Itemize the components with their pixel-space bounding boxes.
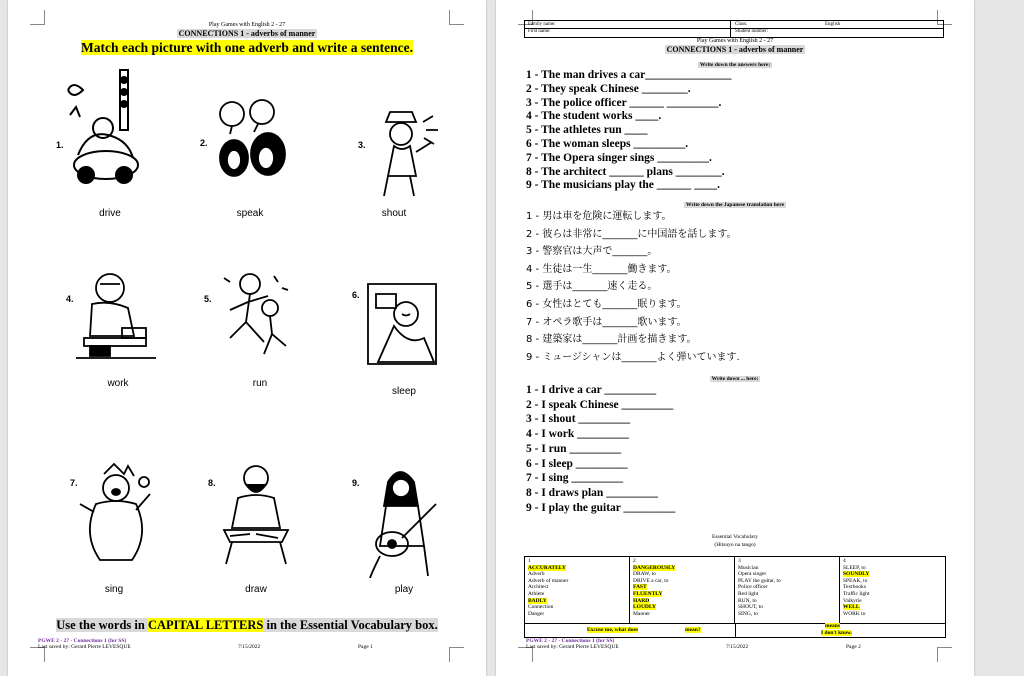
vocab-subtitle: (Hitsuyo na tango): [714, 542, 756, 548]
i-sentence-line: 8 - I draws plan _________: [526, 486, 658, 499]
picture-number: 4.: [66, 294, 74, 304]
vocab-word: WORK to: [843, 610, 866, 617]
vocab-word: SOUNDLY: [843, 571, 870, 578]
first-name-label: First name:: [528, 29, 551, 34]
vocab-column: [630, 557, 735, 623]
japanese-line: 6 - 女性はとても_______眠ります。: [526, 298, 687, 310]
vocab-word: DRIVE a car, to: [633, 577, 669, 584]
picture-caption: drive: [99, 208, 121, 219]
athletes-running-illustration: [214, 268, 294, 364]
vocab-word: ACCURATELY: [528, 564, 566, 571]
vocab-word: LOUDLY: [633, 604, 657, 611]
vocab-column-number: 1: [528, 558, 531, 564]
worksheet-page-1: [8, 0, 486, 676]
header-small: Play Games with English 2 - 27: [208, 22, 286, 28]
section-heading: Write down the Japanese translation here: [685, 202, 785, 208]
picture-caption: play: [394, 584, 414, 595]
japanese-line: 7 - オペラ歌手は_______歌います。: [526, 316, 687, 328]
vocab-word: Danger: [528, 610, 545, 617]
picture-number: 8.: [208, 478, 216, 488]
vocab-word: Architect: [528, 584, 549, 591]
student-info-box: [524, 20, 944, 38]
vocab-word: WELL: [843, 604, 860, 611]
phrase-excuse-me: Excuse me, what does: [587, 627, 639, 633]
vocab-word: Red light: [738, 590, 759, 597]
vocab-word: Traffic light: [843, 590, 870, 597]
picture-number: 2.: [200, 138, 208, 148]
i-sentence-line: 7 - I sing _________: [526, 472, 624, 485]
sentence-line: 8 - The architect ______ plans ________.: [526, 165, 725, 178]
vocab-word: SHOUT, to: [738, 604, 763, 611]
phrase-mean: mean?: [685, 627, 701, 633]
picture-number: 9.: [352, 478, 360, 488]
japanese-line: 9 - ミュージシャンは_______よく弾いています.: [526, 351, 740, 363]
vocab-word: Opera singer: [738, 571, 767, 578]
opera-singer-illustration: [74, 460, 158, 564]
vocab-word: FAST: [633, 584, 647, 591]
vocab-word: Police officer: [738, 584, 768, 591]
musician-guitar-illustration: [362, 462, 442, 578]
picture-caption: sing: [104, 584, 124, 595]
subject-label: English: [825, 22, 841, 27]
vocab-word: Musician: [738, 564, 759, 571]
page-subtitle: CONNECTIONS 1 - adverbs of manner: [178, 29, 316, 38]
vocab-word: Manner: [633, 610, 651, 617]
instruction: Match each picture with one adverb and write a sentence.: [81, 40, 413, 55]
i-sentence-line: 2 - I speak Chinese _________: [526, 398, 674, 411]
vocab-word: Textbooks: [843, 584, 866, 591]
i-sentence-line: 6 - I sleep _________: [526, 457, 628, 470]
vocab-word: Athlete: [528, 590, 545, 597]
picture-number: 5.: [204, 294, 212, 304]
japanese-translations: [526, 208, 740, 366]
japanese-line: 2 - 彼らは非常に_______に中国語を話します。: [526, 228, 737, 240]
i-sentence-line: 4 - I work _________: [526, 428, 629, 441]
picture-caption: speak: [236, 208, 264, 219]
vocab-column-number: 3: [738, 558, 741, 564]
vocab-word: DRAW, to: [633, 571, 656, 578]
header-small: Play Games with English 2 - 27: [696, 38, 774, 44]
sentence-line: 1 - The man drives a car_______________: [526, 69, 732, 81]
phrase-means: means: [825, 623, 840, 629]
vocab-word: RUN, to: [738, 597, 757, 604]
sentence-line: 4 - The student works ____.: [526, 110, 662, 123]
vocab-title: Essential Vocabulary: [711, 534, 759, 540]
vocab-word: SING, to: [738, 610, 758, 617]
class-label: Class:: [735, 22, 748, 27]
i-sentences: [526, 383, 675, 515]
vocab-word: Valkyrie: [843, 597, 862, 604]
phrase-dont-know: I don't know.: [821, 630, 853, 636]
student-number-label: Student number:: [735, 29, 769, 34]
vocab-word: Adverb of manner: [528, 577, 569, 584]
vocab-word: DANGEROUSLY: [633, 564, 676, 571]
picture-caption: sleep: [392, 386, 416, 397]
student-working-illustration: [70, 268, 160, 364]
bottom-instruction: Use the words in CAPITAL LETTERS in the Essential Vocabulary box.: [56, 618, 438, 632]
vocab-word: BADLY: [528, 597, 547, 604]
architect-drawing-illustration: [216, 460, 296, 566]
sentence-line: 6 - The woman sleeps _________.: [526, 137, 689, 150]
vocab-column-number: 2: [633, 558, 636, 564]
vocab-word: HARD: [633, 597, 650, 604]
i-sentence-line: 5 - I run _________: [526, 442, 622, 455]
picture-caption: run: [252, 378, 268, 389]
vocab-word: Adverb: [528, 571, 545, 578]
answer-sentences: [526, 69, 732, 193]
japanese-line: 3 - 警察官は大声で_______。: [526, 246, 658, 258]
section-heading: Write down the answers here:: [699, 62, 771, 68]
i-sentence-line: 9 - I play the guitar _________: [526, 501, 676, 514]
picture-number: 6.: [352, 290, 360, 300]
vocab-word: SPEAK, to: [843, 577, 868, 584]
family-name-label: Family name:: [528, 22, 556, 27]
vocab-word: FLUENTLY: [633, 590, 663, 597]
sentence-line: 5 - The athletes run ____: [526, 124, 648, 137]
two-people-speaking-illustration: [208, 98, 298, 186]
picture-number: 3.: [358, 140, 366, 150]
sentence-line: 2 - They speak Chinese ________.: [526, 82, 691, 95]
worksheet-page-2: [496, 0, 974, 676]
vocab-word: PLAY the guitar, to: [738, 577, 781, 584]
sentence-line: 3 - The police officer ______ _________.: [526, 96, 722, 109]
picture-number: 1.: [56, 140, 64, 150]
vocab-column: [525, 557, 630, 623]
japanese-line: 5 - 選手は_______速く走る。: [526, 281, 658, 293]
vocab-column: [840, 557, 945, 623]
section-heading: Write down ... here:: [711, 376, 759, 382]
woman-sleeping-illustration: [362, 274, 442, 374]
picture-caption: draw: [245, 584, 267, 595]
vocab-phrases: [525, 623, 945, 638]
picture-number: 7.: [70, 478, 78, 488]
police-officer-shouting-illustration: [368, 102, 448, 198]
vocab-word: SLEEP, to: [843, 564, 866, 571]
picture-caption: shout: [381, 208, 407, 219]
essential-vocabulary-box: [524, 556, 946, 638]
page-footer: PGWE 2 - 27 - Connections 1 (for SS) Last saved by: Gerard Pierre LEVESQUE 7/15/2022 Page 2: [526, 638, 861, 650]
japanese-line: 1 - 男は車を危険に運転します。: [526, 211, 672, 222]
page-subtitle: CONNECTIONS 1 - adverbs of manner: [666, 45, 804, 54]
driver-car-illustration: [58, 60, 148, 190]
vocab-column: [735, 557, 840, 623]
sentence-line: 9 - The musicians play the ______ ____.: [526, 179, 721, 192]
vocab-column-number: 4: [843, 558, 846, 564]
japanese-line: 4 - 生徒は一生_______働きます。: [526, 263, 677, 275]
vocab-word: Connection: [528, 604, 554, 611]
picture-caption: work: [107, 378, 129, 389]
page-footer: PGWE 2 - 27 - Connections 1 (for SS) Last saved by: Gerard Pierre LEVESQUE 7/15/2022 Page 1: [38, 638, 373, 650]
sentence-line: 7 - The Opera singer sings _________.: [526, 151, 712, 164]
i-sentence-line: 3 - I shout _________: [526, 413, 631, 426]
i-sentence-line: 1 - I drive a car _________: [526, 384, 657, 396]
japanese-line: 8 - 建築家は_______計画を描きます。: [526, 334, 697, 346]
